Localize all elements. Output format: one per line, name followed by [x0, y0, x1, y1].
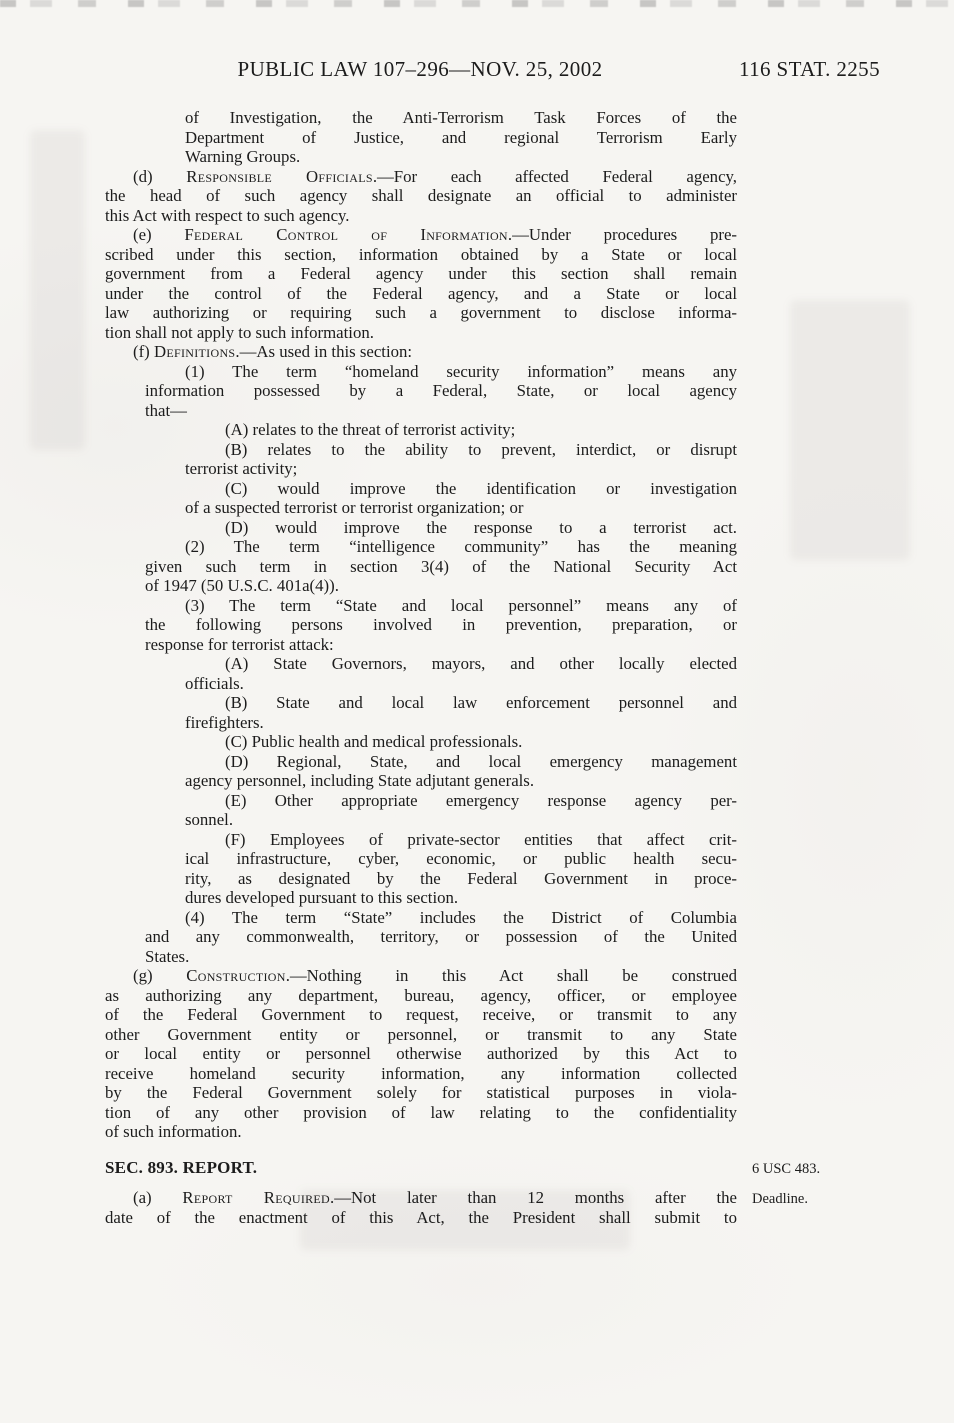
text-line: by the Federal Government solely for statistical purposes in viola-	[105, 1083, 737, 1102]
text-line: (B) State and local law enforcement personnel and	[225, 693, 737, 712]
text-line: (f) Definitions.—As used in this section:	[133, 342, 413, 361]
small-caps-phrase: Responsible Officials	[186, 166, 373, 186]
small-caps-phrase: Construction	[186, 966, 286, 985]
text-line: (C) Public health and medical professionals.	[225, 732, 523, 751]
small-caps-phrase: Federal Control of Information	[184, 225, 508, 244]
text-line: (E) Other appropriate emergency response agency per-	[225, 790, 737, 810]
text-line: this Act with respect to such agency.	[105, 205, 350, 225]
text-line: dures developed pursuant to this section.	[185, 888, 459, 907]
text-line: date of the enactment of this Act, the President shall submit to	[105, 1207, 737, 1227]
text-line: law authorizing or requiring such a government to disclose informa-	[105, 303, 737, 322]
text-line: (d) Responsible Officials.—For each affected Federal agency,	[133, 166, 738, 186]
text-line: information possessed by a Federal, State, or local agency	[145, 381, 737, 400]
text-line: or local entity or personnel otherwise authorized by this Act to	[105, 1044, 737, 1063]
text-line: of such information.	[105, 1122, 242, 1141]
text-line: (4) The term “State” includes the District of Columbia	[185, 907, 737, 927]
small-caps-phrase: Report Required	[182, 1188, 331, 1207]
text-line: receive homeland security information, any information collected	[105, 1063, 737, 1083]
text-line: scribed under this section, information obtained by a State or local	[105, 244, 737, 264]
text-line: other Government entity or personnel, or transmit to any State	[105, 1024, 737, 1044]
text-line: States.	[145, 946, 190, 966]
text-line: (A) relates to the threat of terrorist activity;	[225, 420, 516, 439]
text-line: firefighters.	[185, 712, 264, 732]
text-line: of Investigation, the Anti-Terrorism Task Forces of the	[185, 108, 737, 127]
text-line: government from a Federal agency under this section shall remain	[105, 264, 737, 283]
text-line: that—	[145, 400, 187, 420]
margin-note-deadline: Deadline.	[752, 1191, 808, 1207]
text-line: (3) The term “State and local personnel” means any of	[185, 595, 737, 615]
text-line: (e) Federal Control of Information.—Under procedures pre-	[133, 225, 738, 244]
text-line: (2) The term “intelligence community” has the meaning	[185, 537, 737, 556]
text-line: of 1947 (50 U.S.C. 401a(4)).	[145, 576, 339, 595]
scan-noise-strip	[0, 0, 954, 7]
running-header-stat-page: 116 STAT. 2255	[738, 57, 880, 81]
statute-text	[105, 108, 737, 1227]
scan-bleedthrough-smudge	[790, 300, 910, 560]
text-line: of the Federal Government to request, receive, or transmit to any	[105, 1005, 737, 1024]
text-line: (D) would improve the response to a terrorist act.	[225, 517, 737, 537]
text-line: sonnel.	[185, 810, 234, 829]
text-line: (g) Construction.—Nothing in this Act shall be construed	[133, 966, 738, 985]
text-line: (A) State Governors, mayors, and other locally elected	[225, 654, 737, 673]
text-line: the following persons involved in prevention, preparation, or	[145, 615, 737, 634]
text-line: Warning Groups.	[185, 147, 301, 166]
scan-bleedthrough-smudge	[30, 130, 85, 450]
text-line: (D) Regional, State, and local emergency management	[225, 751, 737, 771]
text-line: given such term in section 3(4) of the National Security Act	[145, 556, 737, 576]
text-line: (a) Report Required.—Not later than 12 months after the	[133, 1188, 737, 1207]
text-line: Department of Justice, and regional Terrorism Early	[185, 127, 737, 147]
text-line: the head of such agency shall designate an official to administer	[105, 186, 737, 205]
text-line: rity, as designated by the Federal Government in proce-	[185, 868, 737, 888]
margin-note-usc-citation: 6 USC 483.	[752, 1161, 821, 1177]
small-caps-phrase: Definitions	[153, 342, 236, 361]
text-line: terrorist activity;	[185, 459, 298, 478]
text-line: as authorizing any department, bureau, agency, officer, or employee	[105, 985, 737, 1005]
text-line: and any commonwealth, territory, or possession of the United	[145, 927, 737, 946]
text-line: tion of any other provision of law relating to the confidentiality	[105, 1102, 737, 1122]
text-line: (1) The term “homeland security information” means any	[185, 361, 737, 381]
text-line: agency personnel, including State adjutant generals.	[185, 771, 535, 790]
text-line: officials.	[185, 673, 244, 693]
text-line: under the control of the Federal agency, and a State or local	[105, 283, 737, 303]
text-line: tion shall not apply to such information.	[105, 322, 374, 342]
text-line: response for terrorist attack:	[145, 634, 334, 654]
text-line: of a suspected terrorist or terrorist organization; or	[185, 498, 524, 517]
section-heading: SEC. 893. REPORT.	[105, 1157, 258, 1177]
running-header-law-number: PUBLIC LAW 107–296—NOV. 25, 2002	[237, 57, 603, 81]
text-line: (F) Employees of private-sector entities that affect crit-	[225, 829, 737, 849]
text-line: ical infrastructure, cyber, economic, or public health secu-	[185, 849, 737, 868]
text-line: (B) relates to the ability to prevent, interdict, or disrupt	[225, 439, 737, 459]
text-line: (C) would improve the identification or investigation	[225, 478, 737, 498]
